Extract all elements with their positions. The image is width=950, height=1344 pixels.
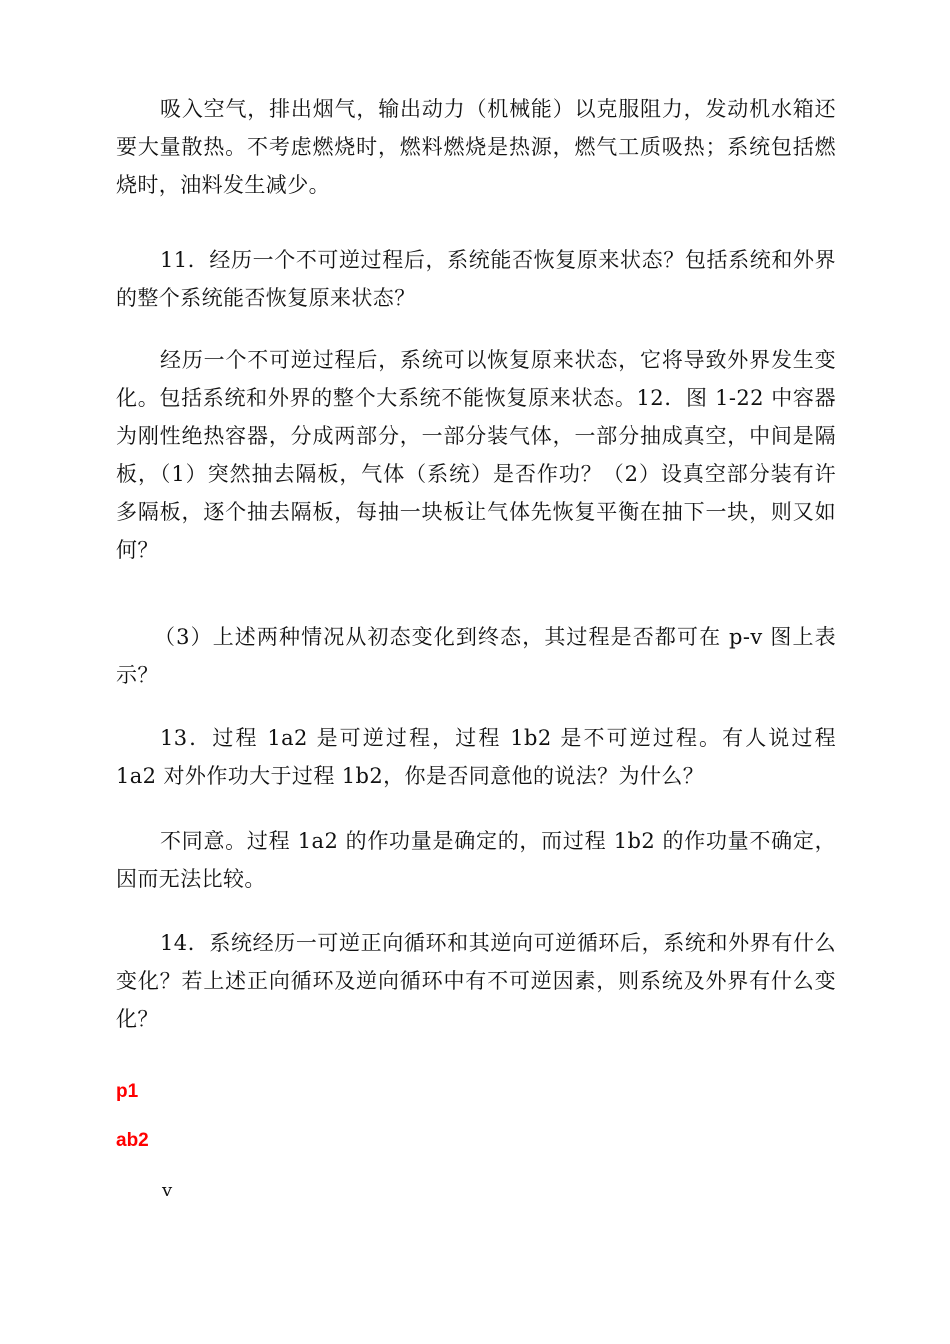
figure-label-v: v [162,1180,173,1201]
answer-11-question-12: 经历一个不可逆过程后，系统可以恢复原来状态，它将导致外界发生变化。包括系统和外界的整个大系统不能恢复原来状态。12．图 1-22 中容器为刚性绝热容器，分成两部分，一部分装气体，一部分抽成真空，中间是隔板，（1）突然抽去隔板，气体（系统）是否作功？（2）设真空部分装有许多隔板，逐个抽去隔板，每抽一块板让气体先恢复平衡在抽下一块，则又如何？ [116,348,836,562]
question-12-part-3: （3）上述两种情况从初态变化到终态，其过程是否都可在 p-v 图上表示？ [116,625,836,687]
question-11: 11．经历一个不可逆过程后，系统能否恢复原来状态？包括系统和外界的整个系统能否恢复原来状态？ [116,248,836,310]
figure-label-p1: p1 [116,1081,139,1102]
figure-label-ab2: ab2 [116,1130,149,1151]
answer-13: 不同意。过程 1a2 的作功量是确定的，而过程 1b2 的作功量不确定，因而无法比较。 [116,829,836,891]
paragraph-engine-answer: 吸入空气，排出烟气，输出动力（机械能）以克服阻力，发动机水箱还要大量散热。不考虑燃烧时，燃料燃烧是热源，燃气工质吸热；系统包括燃烧时，油料发生减少。 [116,97,836,197]
question-13: 13．过程 1a2 是可逆过程，过程 1b2 是不可逆过程。有人说过程 1a2 对外作功大于过程 1b2，你是否同意他的说法？为什么？ [116,726,836,788]
question-14: 14．系统经历一可逆正向循环和其逆向可逆循环后，系统和外界有什么变化？若上述正向循环及逆向循环中有不可逆因素，则系统及外界有什么变化？ [116,931,836,1031]
